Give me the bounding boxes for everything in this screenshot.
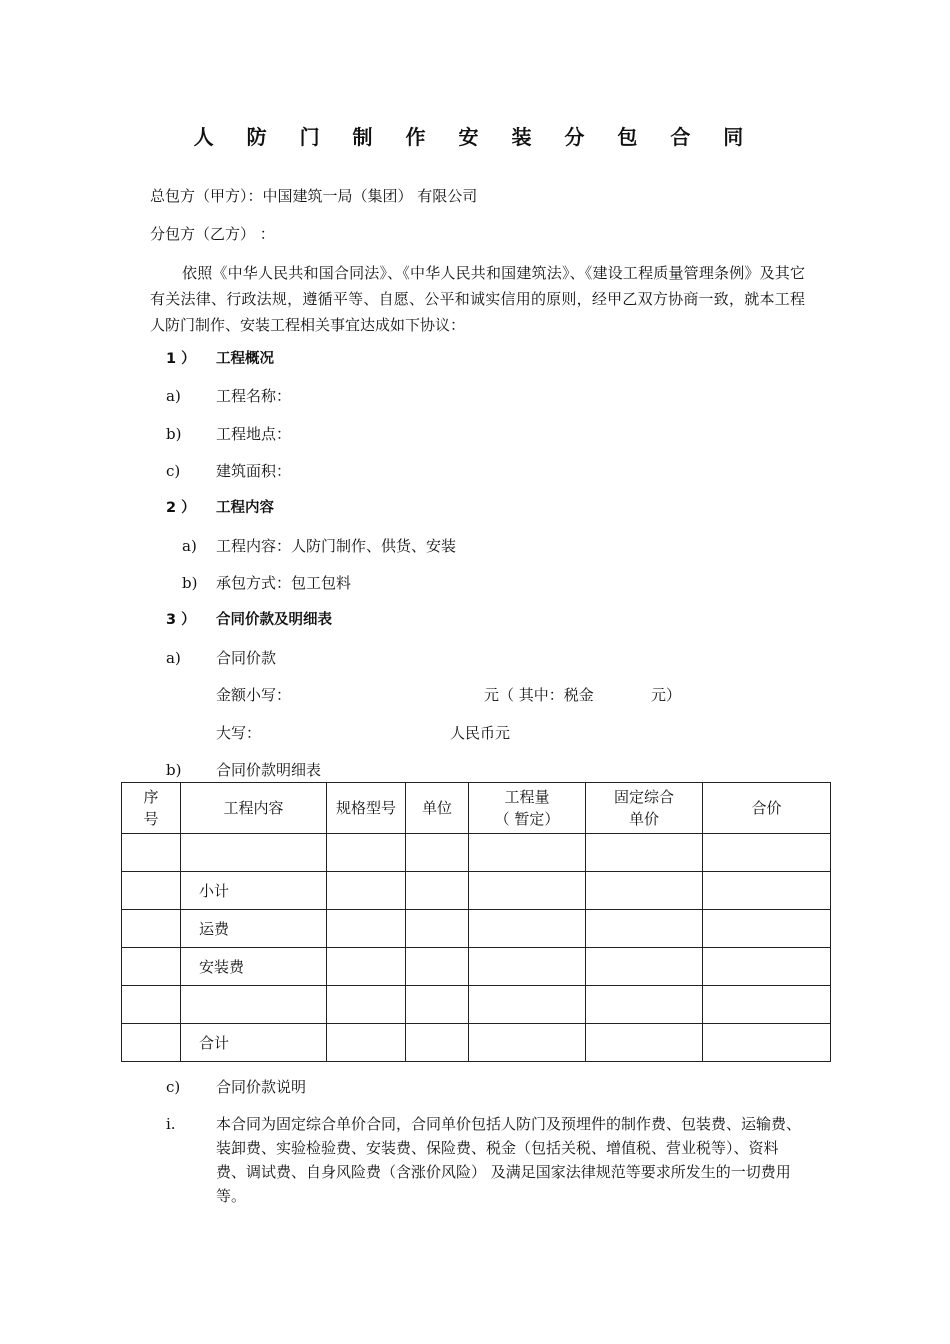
amount-figures-label: 金额小写： [216,686,292,704]
header-content: 工程内容 [181,783,327,834]
note-marker: i. [166,1115,176,1133]
header-spec: 规格型号 [327,783,406,834]
item-marker: a) [166,649,181,667]
amount-words-suffix: 人民币元 [450,724,511,742]
header-quantity: 工程量 （ 暂定） [469,783,586,834]
price-table-caption: 合同价款明细表 [216,761,322,779]
item-marker: a) [166,387,181,405]
contract-price-label: 合同价款 [216,649,277,667]
item-marker: b) [166,425,182,443]
header-unit: 单位 [406,783,469,834]
section-1-number: 1 ） [166,351,196,367]
building-area-label: 建筑面积： [216,462,292,480]
row-label: 运费 [181,910,327,948]
amount-words-label: 大写： [216,724,262,742]
party-a: 总包方（甲方）：中国建筑一局（集团） 有限公司 [150,187,478,205]
row-label [181,834,327,872]
note-paragraph: 本合同为固定综合单价合同，合同单价包括人防门及预埋件的制作费、包装费、运输费、装卸费、实验检验费、安装费、保险费、税金（包括关税、增值税、营业税等）、资料费、调试费、自身风险费（含涨价风险） 及满足国家法律规范等要求所发生的一切费用等。 [216,1115,802,1205]
table-row [122,872,831,910]
item-marker: c) [166,1078,181,1096]
table-row [122,910,831,948]
item-marker: c) [166,462,181,480]
row-label: 小计 [181,872,327,910]
work-content-text: 工程内容：人防门制作、供货、安装 [216,537,457,555]
price-notes-label: 合同价款说明 [216,1078,307,1096]
page-title: 人 防 门 制 作 安 装 分 包 合 同 [193,125,757,149]
table-header-row [122,783,831,834]
intro-paragraph: 依照《中华人民共和国合同法》、《中华人民共和国建筑法》、《建设工程质量管理条例》及其它有关法律、行政法规，遵循平等、自愿、公平和诚实信用的原则，经甲乙双方协商一致，就本工程人防门制作、安装工程相关事宜达成如下协议： [150,264,805,334]
section-2-number: 2 ） [166,500,196,516]
section-2-heading: 工程内容 [216,500,274,516]
row-label: 安装费 [181,948,327,986]
row-label: 合计 [181,1024,327,1062]
section-1-heading: 工程概况 [216,351,274,367]
table-row [122,986,831,1024]
item-marker: b) [182,574,198,592]
amount-tax-suffix: 元） [651,686,682,704]
table-row [122,834,831,872]
amount-tax-label: 元（ 其中：税金 [484,686,594,704]
item-marker: a) [182,537,197,555]
contract-mode-text: 承包方式：包工包料 [216,574,352,592]
party-b: 分包方（乙方） ： [150,225,275,243]
item-marker: b) [166,761,182,779]
header-unit-price: 固定综合 单价 [586,783,703,834]
table-row [122,948,831,986]
section-3-number: 3 ） [166,612,196,628]
table-row [122,1024,831,1062]
price-detail-table [121,782,831,1062]
row-label [181,986,327,1024]
project-location-label: 工程地点： [216,425,292,443]
header-total: 合价 [703,783,831,834]
section-3-heading: 合同价款及明细表 [216,612,332,628]
project-name-label: 工程名称： [216,387,292,405]
header-seq: 序 号 [122,783,181,834]
